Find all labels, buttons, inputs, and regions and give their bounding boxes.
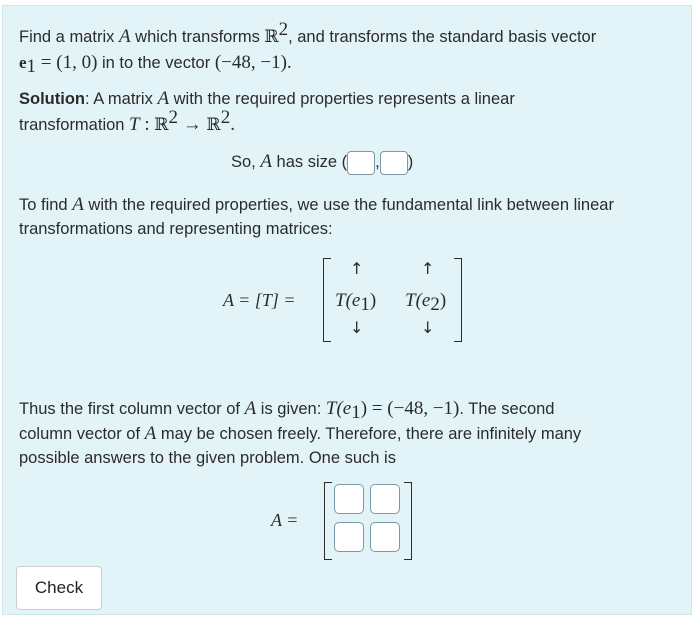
matrix-bracket-left [323,258,331,342]
matrix-col1: $T(e_1)$ [335,290,377,315]
answer-bracket-right [404,482,412,560]
answer-cell-1-1[interactable] [334,484,364,514]
col2-up-arrow: ↑ [421,259,435,278]
size-question: So, A has size ( , ) [231,149,413,175]
answer-cell-2-1[interactable] [334,522,364,552]
matrix-bracket-right [454,258,462,342]
col2-down-arrow: ↓ [421,318,435,337]
col1-down-arrow: ↓ [350,318,364,337]
cols-input[interactable] [380,151,408,175]
para2-line-2: transformations and representing matrices: [19,220,333,238]
matrix-col2: $T(e_2)$ [405,290,447,315]
para2-line-1: To find A with the required properties, we use the fundamental link between linear [19,194,614,215]
rows-input[interactable] [347,151,375,175]
para3-line-2: column vector of A may be chosen freely. Therefore, there are infinitely many [19,423,582,444]
para3-line-3: possible answers to the given problem. One such is [19,449,396,467]
solution-line-2: transformation T : ℝ$^2$ → ℝ$^2$. [19,107,235,135]
answer-lhs: A = [271,510,299,530]
problem-panel [2,5,692,615]
col1-up-arrow: ↑ [350,259,364,278]
matrix-lhs: A = [T] = [223,290,296,310]
solution-label: Solution [19,90,85,108]
problem-line-2: $e_1 = (1$, 0) in to the vector (−48, −1). [19,52,292,77]
problem-line-1: Find a matrix A which transforms ℝ$^2$, and transforms the standard basis vector [19,19,597,47]
answer-bracket-left [324,482,332,560]
check-button[interactable]: Check [16,566,102,610]
answer-cell-1-2[interactable] [370,484,400,514]
solution-line-1: Solution: A matrix A with the required properties represents a linear [19,88,515,109]
para3-line-1: Thus the first column vector of A is given: $T(e_1) = (-48$, −1). The second [19,398,555,423]
answer-cell-2-2[interactable] [370,522,400,552]
